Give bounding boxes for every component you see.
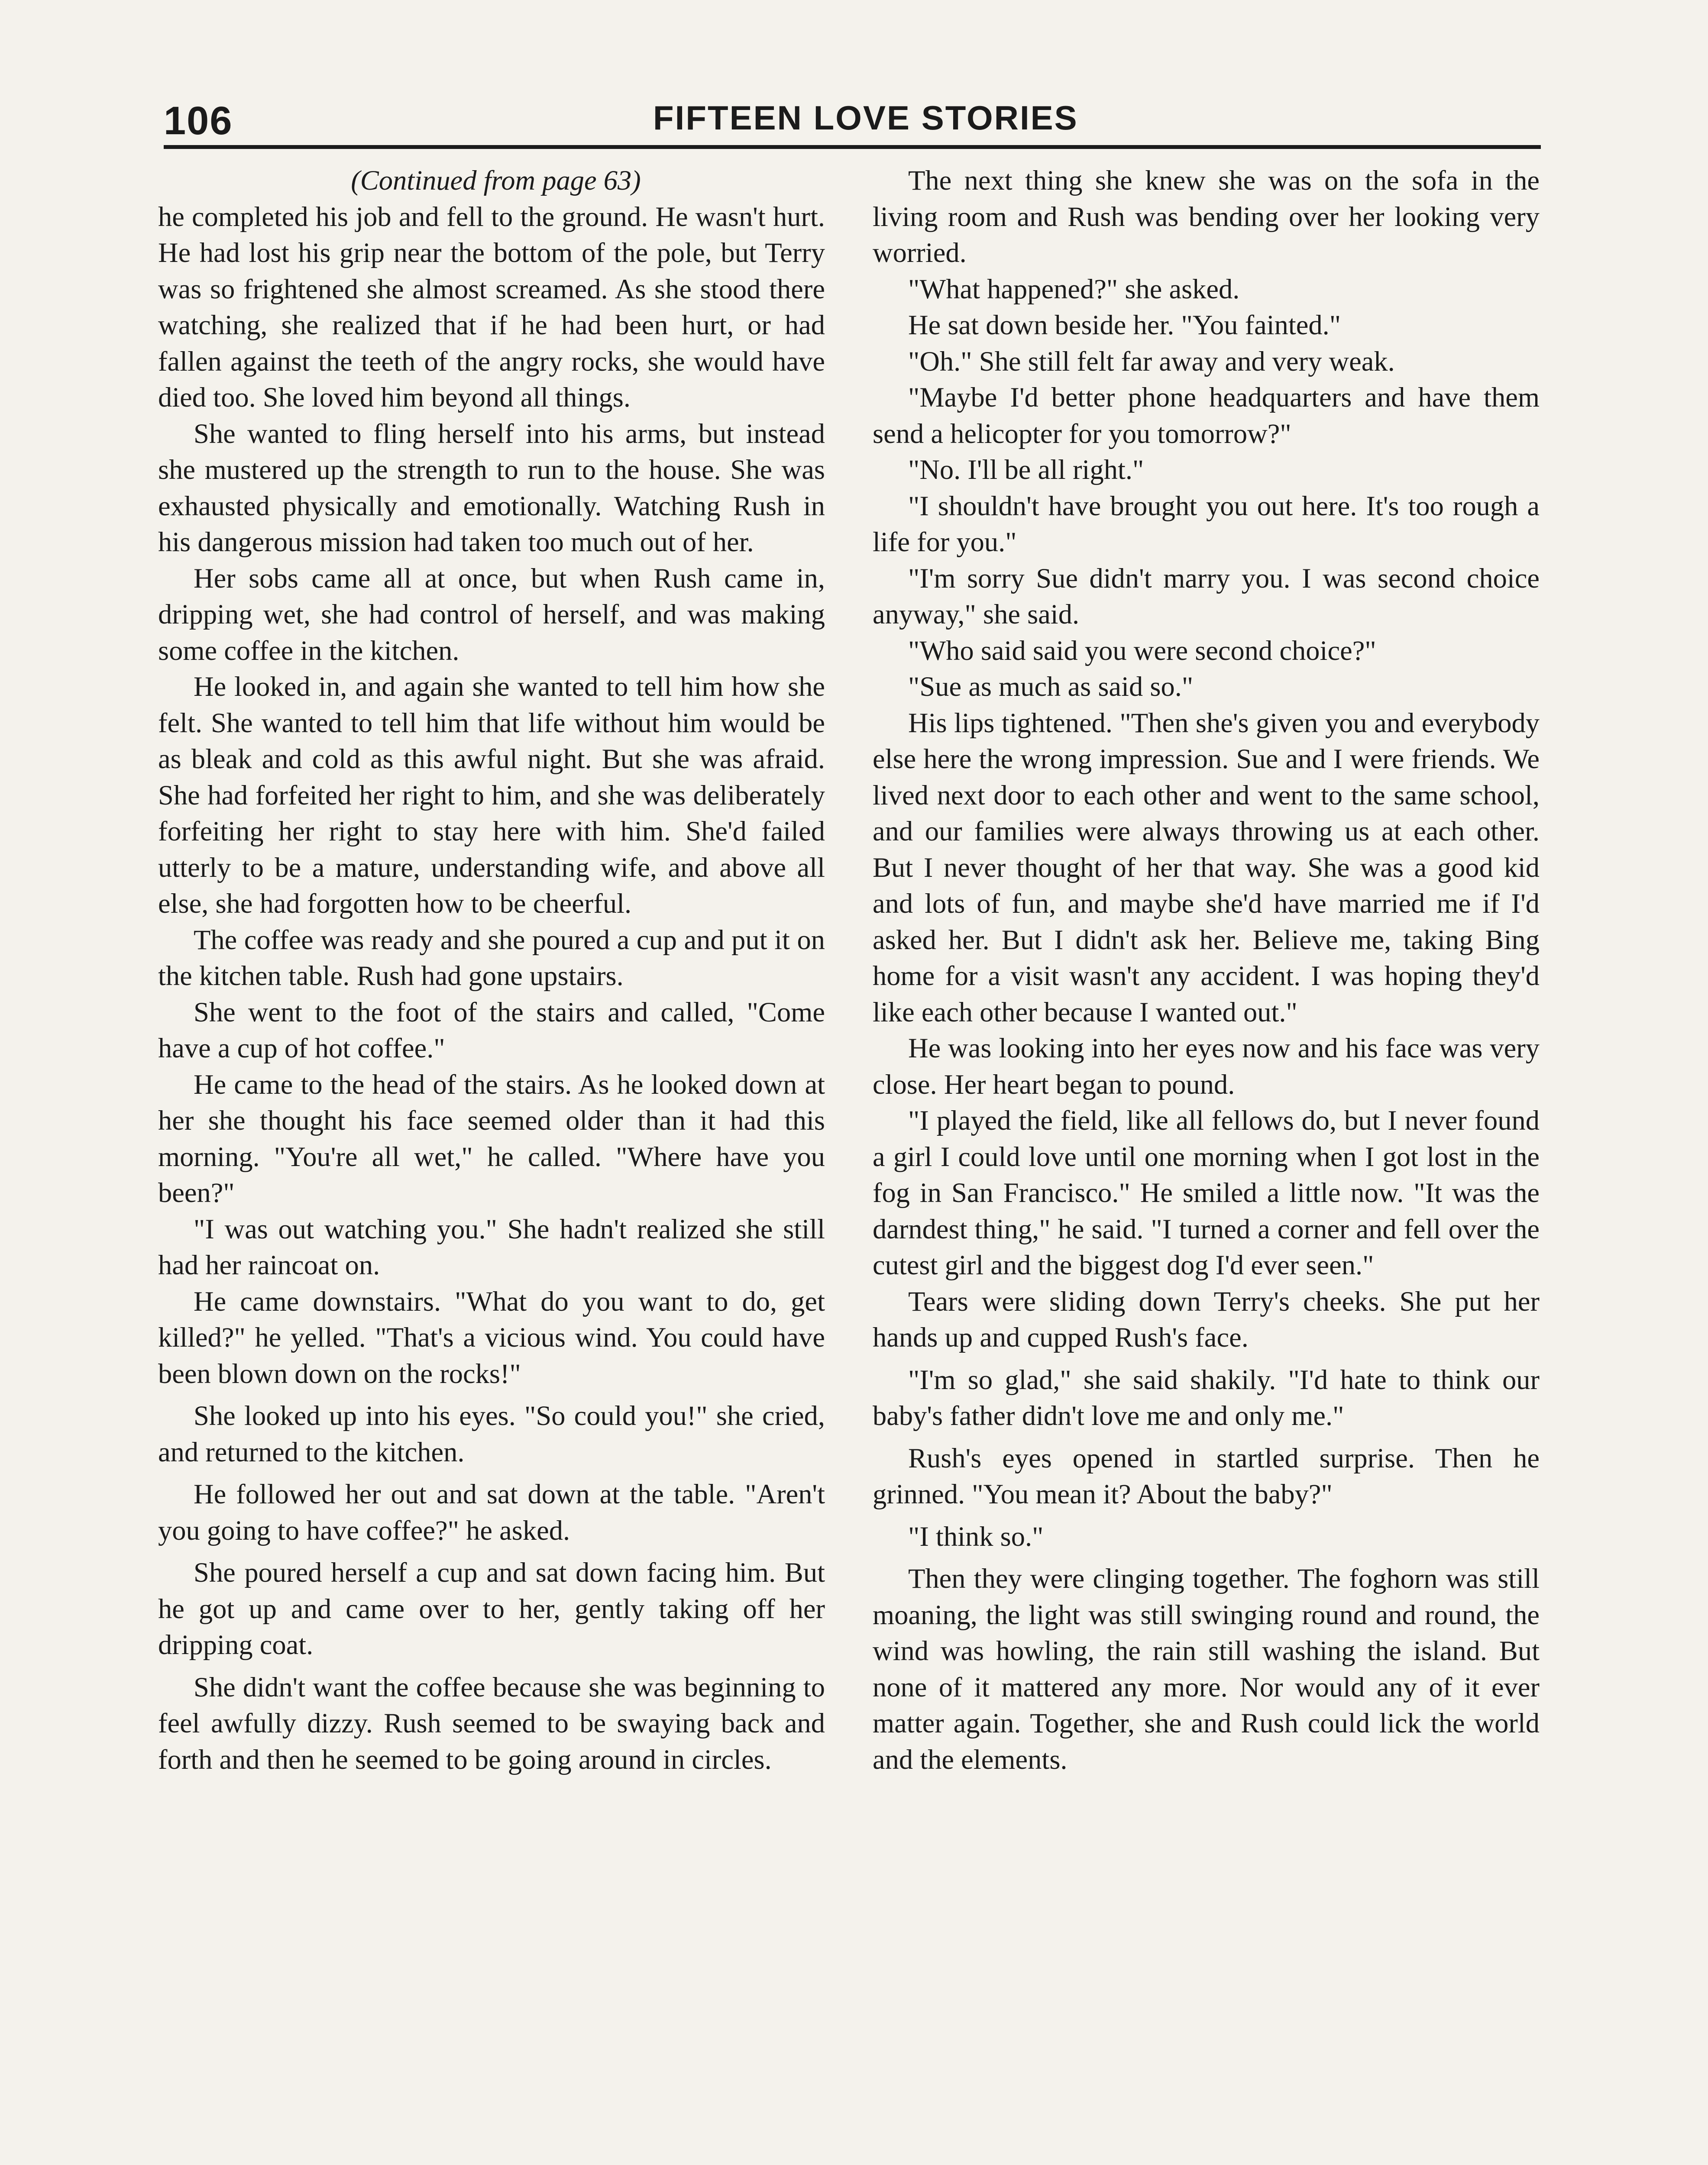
- page-number: 106: [164, 99, 233, 143]
- left-column: [158, 162, 825, 1777]
- paragraph: He sat down beside her. "You fainted.": [908, 310, 1341, 340]
- continued-note: (Continued from page 63): [351, 165, 641, 196]
- paragraph: Tears were sliding down Terry's cheeks. She put her hands up and cupped Rush's face.: [873, 1286, 1540, 1353]
- paragraph: "Who said said you were second choice?": [908, 635, 1376, 666]
- paragraph: "Oh." She still felt far away and very weak.: [908, 346, 1395, 377]
- paragraph: She didn't want the coffee because she was beginning to feel awfully dizzy. Rush seemed to be swaying back and forth and then he seemed to be going around in circles.: [158, 1671, 825, 1775]
- paragraph: The next thing she knew she was on the sofa in the living room and Rush was bending over her looking very worried.: [873, 165, 1540, 268]
- running-title: FIFTEEN LOVE STORIES: [653, 99, 1078, 137]
- paragraph: "Sue as much as said so.": [908, 671, 1194, 702]
- paragraph: "I think so.": [908, 1521, 1044, 1552]
- header-rule: [164, 145, 1541, 149]
- paragraph: He followed her out and sat down at the table. "Aren't you going to have coffee?" he asked.: [158, 1479, 825, 1546]
- paragraph: He looked in, and again she wanted to tell him how she felt. She wanted to tell him that life without him would be as bleak and cold as this awful night. But she was afraid. She had forfeited her right to him, and she was deliberately forfeiting her right to stay here with him. She'd failed utterly to be a mature, understanding wife, and above all else, she had forgotten how to be cheerful.: [158, 671, 825, 919]
- paragraph: He was looking into her eyes now and his face was very close. Her heart began to pound.: [873, 1033, 1540, 1100]
- paragraph: "What happened?" she asked.: [908, 273, 1240, 304]
- paragraph: Her sobs came all at once, but when Rush came in, dripping wet, she had control of herself, and was making some coffee in the kitchen.: [158, 562, 825, 666]
- right-column: [873, 162, 1540, 1777]
- paragraph: Rush's eyes opened in startled surprise. Then he grinned. "You mean it? About the baby?": [873, 1442, 1540, 1509]
- paragraph: She wanted to fling herself into his arms, but instead she mustered up the strength to run to the house. She was exhausted physically and emotionally. Watching Rush in his dangerous mission had taken too much out of her.: [158, 418, 825, 557]
- paragraph: he completed his job and fell to the ground. He wasn't hurt. He had lost his grip near the bottom of the pole, but Terry was so frightened she almost screamed. As she stood there watching, she realized that if he had been hurt, or had fallen against the teeth of the angry rocks, she would have died too. She loved him beyond all things.: [158, 201, 825, 413]
- paragraph: "I shouldn't have brought you out here. It's too rough a life for you.": [873, 490, 1540, 557]
- paragraph: He came to the head of the stairs. As he looked down at her she thought his face seemed older than it had this morning. "You're all wet," he called. "Where have you been?": [158, 1069, 825, 1208]
- page-header: [164, 93, 1541, 149]
- paragraph: Then they were clinging together. The foghorn was still moaning, the light was still swinging round and round, the wind was howling, the rain still washing the island. But none of it mattered any more. Nor would any of it ever matter again. Together, she and Rush could lick the world and the elements.: [873, 1563, 1540, 1775]
- paragraph: "No. I'll be all right.": [908, 454, 1144, 485]
- paragraph: "Maybe I'd better phone headquarters and have them send a helicopter for you tomorrow?": [873, 382, 1540, 449]
- paragraph: She looked up into his eyes. "So could you!" she cried, and returned to the kitchen.: [158, 1400, 825, 1467]
- paragraph: He came downstairs. "What do you want to do, get killed?" he yelled. "That's a vicious wind. You could have been blown down on the rocks!": [158, 1286, 825, 1389]
- paragraph: "I'm so glad," she said shakily. "I'd hate to think our baby's father didn't love me and only me.": [873, 1364, 1540, 1431]
- paragraph: She poured herself a cup and sat down facing him. But he got up and came over to her, gently taking off her dripping coat.: [158, 1557, 825, 1660]
- paragraph: The coffee was ready and she poured a cup and put it on the kitchen table. Rush had gone upstairs.: [158, 924, 825, 991]
- paragraph: She went to the foot of the stairs and called, "Come have a cup of hot coffee.": [158, 996, 825, 1063]
- paragraph: "I played the field, like all fellows do, but I never found a girl I could love until one morning when I got lost in the fog in San Francisco." He smiled a little now. "It was the darndest thing," he said. "I turned a corner and fell over the cutest girl and the biggest dog I'd ever seen.": [873, 1105, 1540, 1280]
- paragraph: His lips tightened. "Then she's given you and everybody else here the wrong impression. Sue and I were friends. We lived next door to each other and went to the same school, and our families were always throwing us at each other. But I never thought of her that way. She was a good kid and lots of fun, and maybe she'd have married me if I'd asked her. But I didn't ask her. Believe me, taking Bing home for a visit wasn't any accident. I was hoping they'd like each other because I wanted out.": [873, 707, 1540, 1028]
- paragraph: "I'm sorry Sue didn't marry you. I was second choice anyway," she said.: [873, 562, 1540, 630]
- paragraph: "I was out watching you." She hadn't realized she still had her raincoat on.: [158, 1213, 825, 1280]
